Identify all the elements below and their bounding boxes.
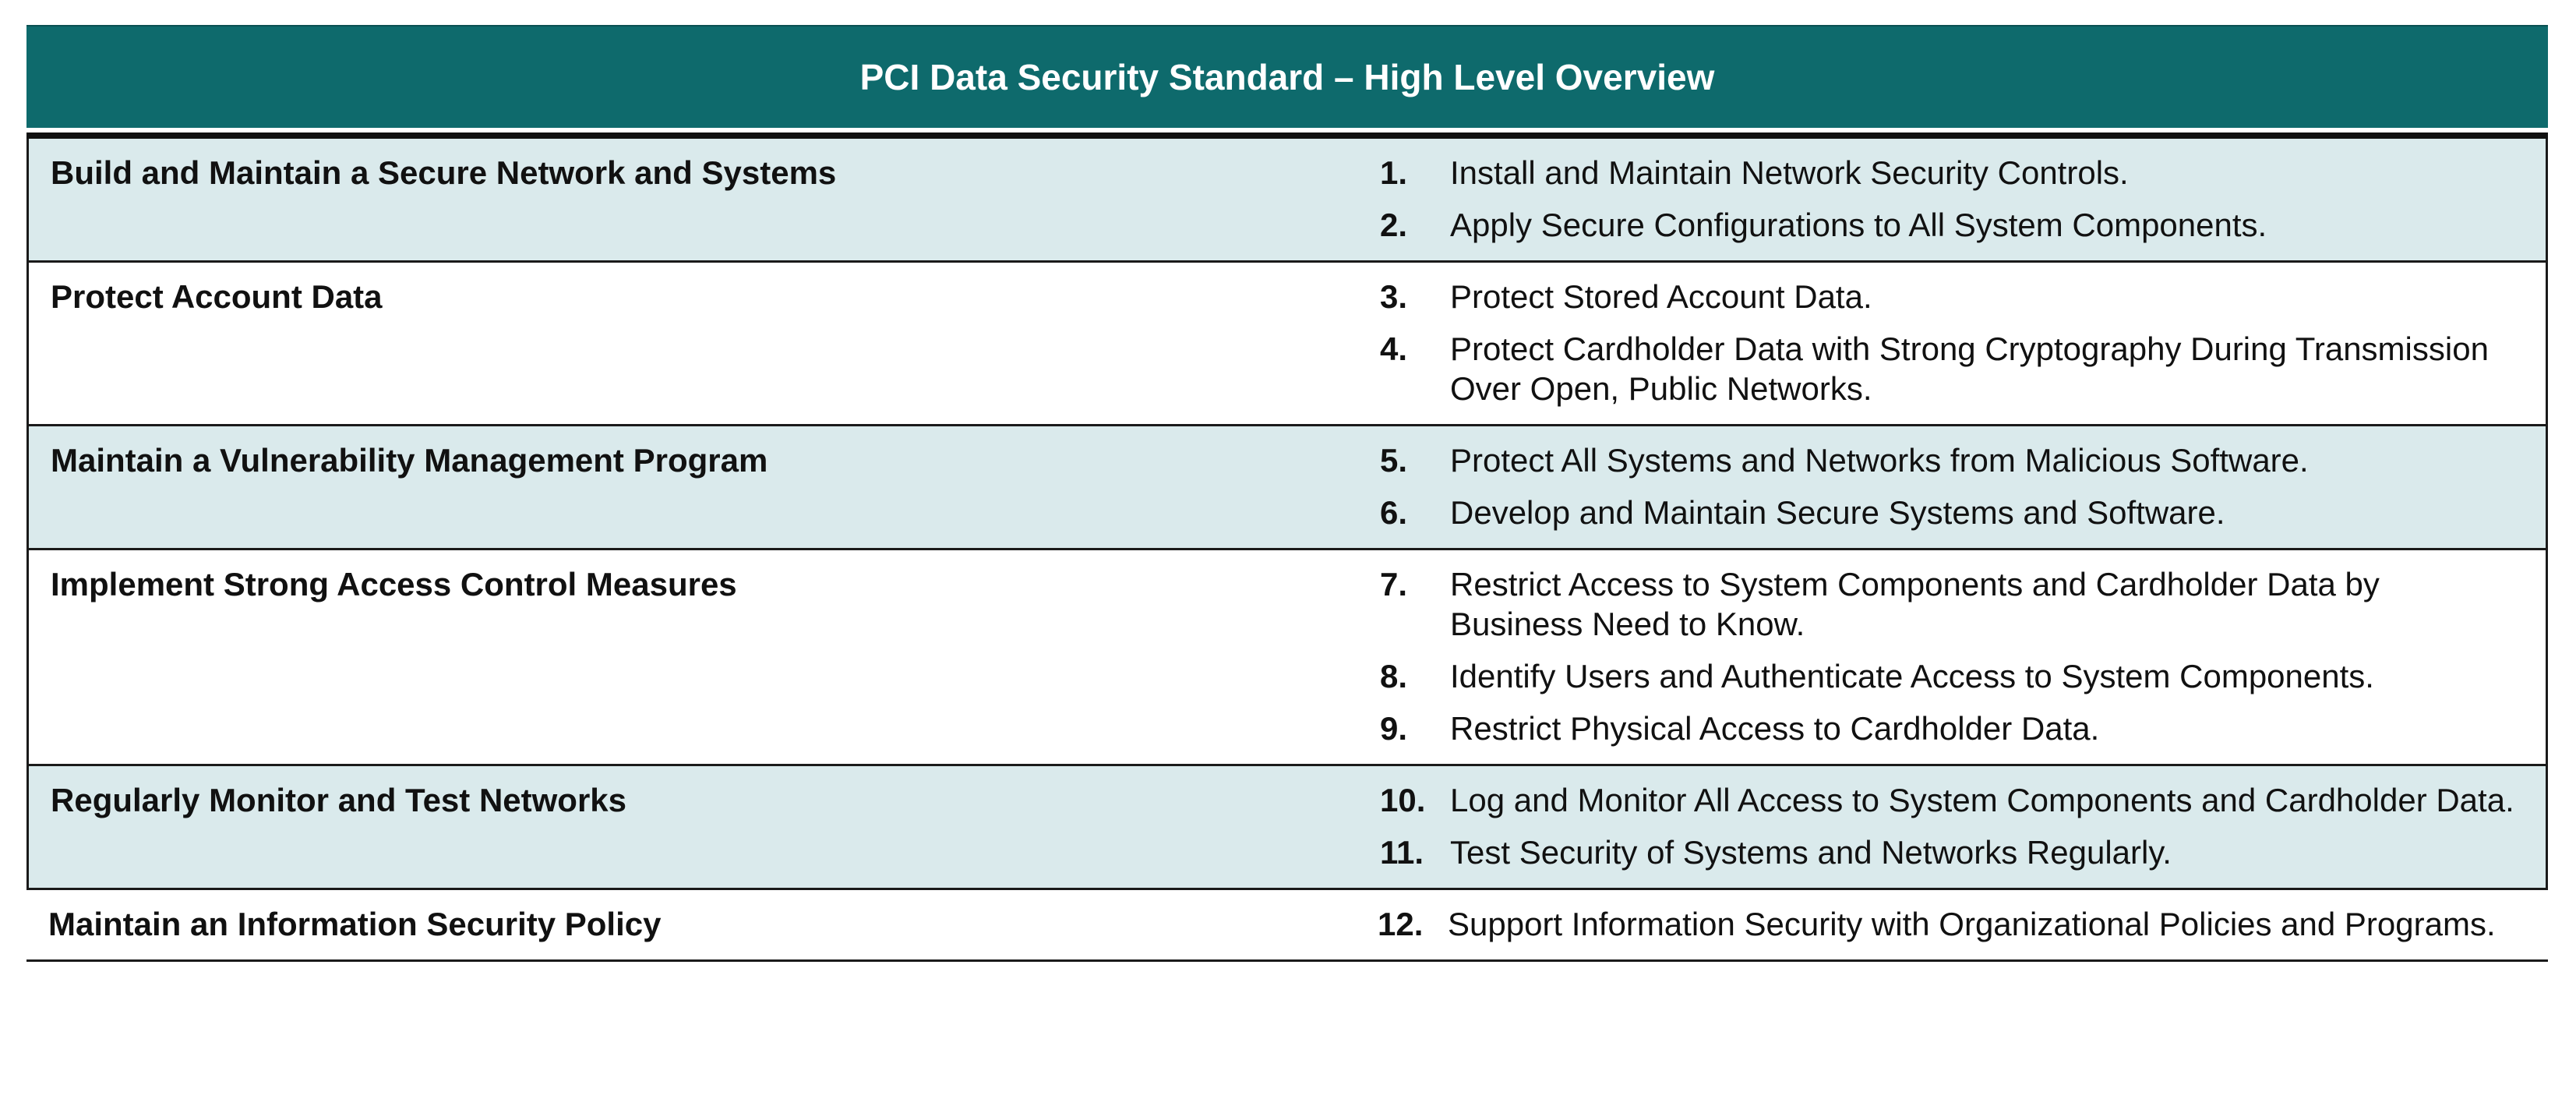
requirements-list	[1378, 890, 2548, 959]
requirement-number: 7.	[1380, 566, 1408, 602]
list-item	[1380, 564, 2514, 644]
goal-label: Build and Maintain a Secure Network and Systems	[51, 154, 837, 191]
list-item	[1380, 440, 2514, 480]
header-divider	[26, 133, 2548, 139]
requirement-number: 9.	[1380, 710, 1408, 747]
table-body	[26, 139, 2548, 962]
overview-table	[26, 25, 2548, 962]
goal-label: Maintain an Information Security Policy	[48, 906, 662, 942]
list-item	[1380, 493, 2514, 532]
table-row	[26, 890, 2548, 962]
table-row	[26, 263, 2548, 426]
table-row	[26, 766, 2548, 890]
requirements-list	[1380, 550, 2546, 764]
goal-label: Regularly Monitor and Test Networks	[51, 782, 626, 818]
requirement-text: Protect All Systems and Networks from Malicious Software.	[1450, 442, 2309, 479]
requirement-number: 10.	[1380, 782, 1426, 818]
list-item	[1380, 656, 2514, 696]
requirements-list	[1380, 139, 2546, 260]
goal-label: Maintain a Vulnerability Management Program	[51, 442, 768, 479]
requirements-list	[1380, 766, 2546, 888]
requirement-number: 2.	[1380, 207, 1408, 243]
requirement-text: Restrict Access to System Components and Cardholder Data by Business Need to Know.	[1450, 566, 2380, 642]
list-item	[1380, 708, 2514, 748]
requirement-text: Apply Secure Configurations to All System Components.	[1450, 207, 2267, 243]
list-item	[1380, 329, 2514, 408]
requirements-list	[1380, 426, 2546, 548]
list-item	[1380, 780, 2514, 820]
requirement-number: 6.	[1380, 494, 1408, 531]
table-row	[26, 550, 2548, 766]
list-item	[1380, 153, 2514, 193]
requirements-list	[1380, 263, 2546, 424]
list-item	[1380, 832, 2514, 872]
requirement-number: 12.	[1378, 906, 1424, 942]
requirement-text: Log and Monitor All Access to System Components and Cardholder Data.	[1450, 782, 2514, 818]
requirement-number: 3.	[1380, 278, 1408, 315]
table-header	[26, 25, 2548, 128]
requirement-text: Protect Cardholder Data with Strong Cryptography During Transmission Over Open, Public Networks.	[1450, 330, 2489, 407]
table-row	[26, 426, 2548, 550]
goal-label: Protect Account Data	[51, 278, 383, 315]
goal-label: Implement Strong Access Control Measures	[51, 566, 737, 602]
requirement-text: Identify Users and Authenticate Access to System Components.	[1450, 658, 2374, 694]
list-item	[1380, 277, 2514, 316]
requirement-text: Support Information Security with Organizational Policies and Programs.	[1448, 906, 2496, 942]
list-item	[1378, 904, 2517, 944]
requirement-text: Install and Maintain Network Security Controls.	[1450, 154, 2129, 191]
table-title: PCI Data Security Standard – High Level Overview	[859, 57, 1715, 97]
requirement-text: Test Security of Systems and Networks Regularly.	[1450, 834, 2172, 871]
requirement-number: 5.	[1380, 442, 1408, 479]
requirement-text: Restrict Physical Access to Cardholder Data.	[1450, 710, 2100, 747]
requirement-text: Develop and Maintain Secure Systems and Software.	[1450, 494, 2225, 531]
requirement-number: 11.	[1380, 834, 1424, 871]
requirement-number: 8.	[1380, 658, 1408, 694]
table-row	[26, 139, 2548, 263]
list-item	[1380, 205, 2514, 245]
requirement-number: 4.	[1380, 330, 1408, 367]
requirement-text: Protect Stored Account Data.	[1450, 278, 1872, 315]
requirement-number: 1.	[1380, 154, 1408, 191]
